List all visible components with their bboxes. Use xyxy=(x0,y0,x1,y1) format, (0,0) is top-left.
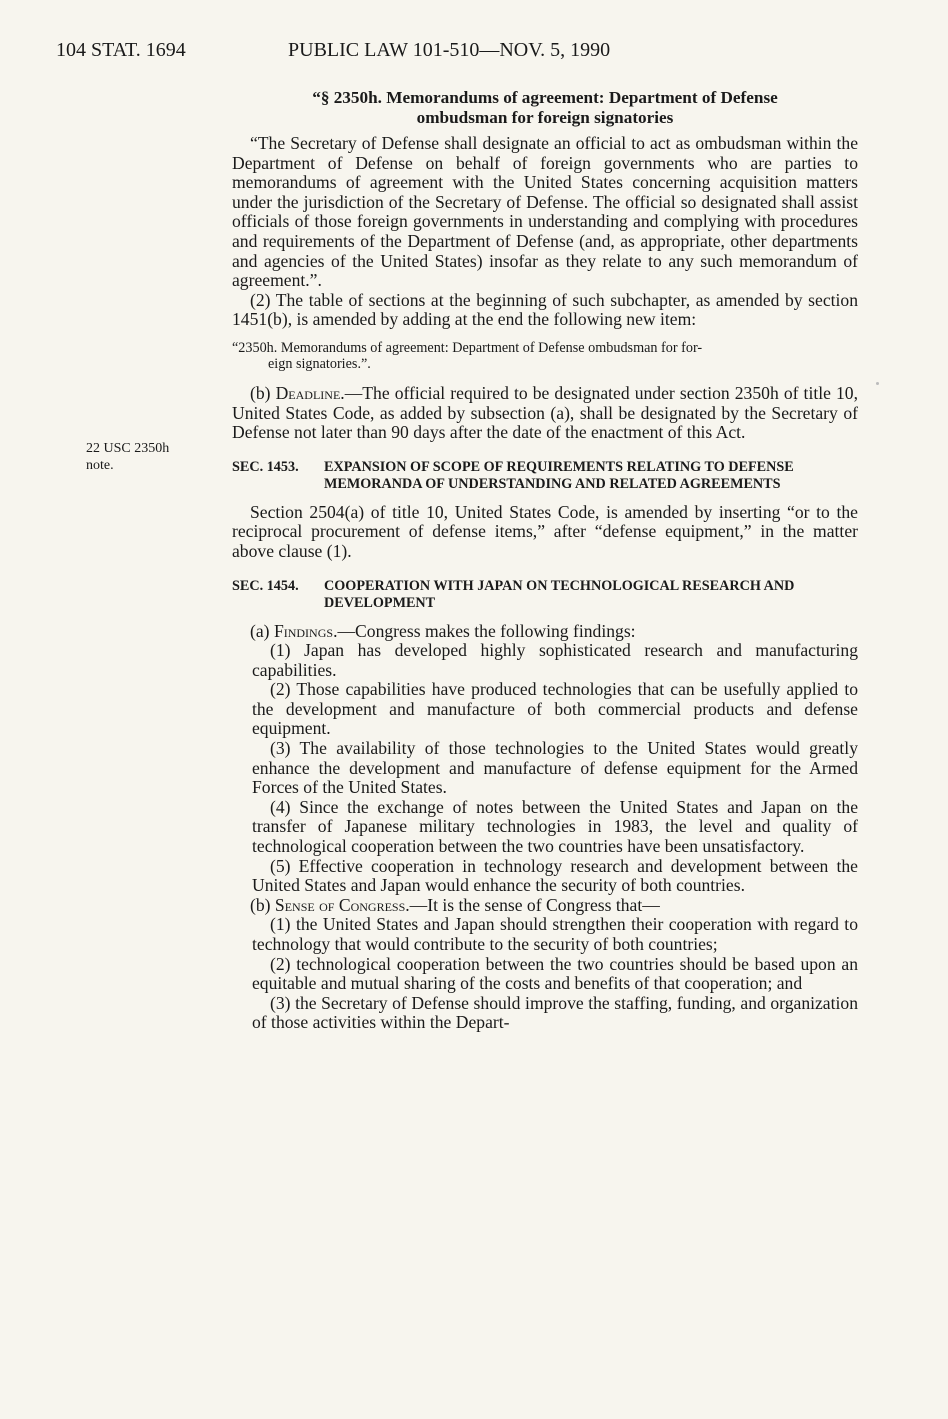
public-law-citation: PUBLIC LAW 101-510—NOV. 5, 1990 xyxy=(288,39,611,61)
deadline-heading: Deadline xyxy=(275,382,341,403)
statute-page-number: 104 STAT. 1694 xyxy=(56,39,186,61)
margin-note-line1: 22 USC 2350h xyxy=(86,441,170,456)
finding-item: (5) Effective cooperation in technology research and development between the United States and Japan would enhance the security of both countries. xyxy=(252,855,858,896)
section-1453-title: EXPANSION OF SCOPE OF REQUIREMENTS RELATING TO DEFENSE MEMORANDA OF UNDERSTANDING AND RELATED AGREEMENTS xyxy=(324,458,794,492)
finding-item: (1) Japan has developed highly sophisticated research and manufacturing capabilities. xyxy=(252,640,858,680)
findings-intro: .—Congress makes the following findings: xyxy=(333,620,636,641)
section-1453-number: SEC. 1453. xyxy=(232,458,299,475)
section-1454-number: SEC. 1454. xyxy=(232,577,299,594)
new-table-item-line2: eign signatories.”. xyxy=(268,355,371,372)
deadline-label: (b) xyxy=(250,382,276,403)
decorative-dot xyxy=(876,382,879,385)
finding-item: (2) Those capabilities have produced technologies that can be usefully applied to the development and manufacture of both commercial products and defense equipment. xyxy=(252,679,858,739)
sense-intro: .—It is the sense of Congress that— xyxy=(405,894,660,915)
section-2350h-heading-line1: “§ 2350h. Memorandums of agreement: Department of Defense xyxy=(312,88,778,107)
findings-label: (a) xyxy=(250,620,274,641)
findings-paragraph xyxy=(232,622,858,642)
sense-item: (2) technological cooperation between the two countries should be based upon an equitable and mutual sharing of the costs and benefits of that cooperation; and xyxy=(252,953,858,994)
section-2350h-heading-line2: ombudsman for foreign signatories xyxy=(416,108,674,127)
new-table-item-line1: “2350h. Memorandums of agreement: Department of Defense ombudsman for for- xyxy=(232,339,703,356)
finding-item: (4) Since the exchange of notes between the United States and Japan on the transfer of Japanese military technologies in 1983, the level and quality of technological cooperation between the two countries have been unsatisfactory. xyxy=(252,796,858,857)
sense-label: (b) xyxy=(250,894,275,915)
margin-note xyxy=(86,440,206,474)
sense-of-congress-paragraph xyxy=(232,896,858,916)
section-1453-text: Section 2504(a) of title 10, United States Code, is amended by inserting “or to the reciprocal procurement of defense items,” after “defense equipment,” in the matter above clause (1). xyxy=(232,501,858,561)
section-2350h-heading xyxy=(232,88,858,128)
finding-item: (3) The availability of those technologies to the United States would greatly enhance the development and manufacture of defense equipment for the Armed Forces of the United States. xyxy=(252,738,858,798)
section-1454-title: COOPERATION WITH JAPAN ON TECHNOLOGICAL RESEARCH AND DEVELOPMENT xyxy=(324,577,795,611)
new-table-item xyxy=(232,340,858,372)
sense-item: (1) the United States and Japan should strengthen their cooperation with regard to technology that would contribute to the security of both countries; xyxy=(252,914,858,954)
document-body xyxy=(232,88,858,1033)
sense-heading: Sense of Congress xyxy=(274,894,406,915)
margin-note-line2: note. xyxy=(86,458,114,473)
section-1454-heading xyxy=(232,578,858,612)
sense-item: (3) the Secretary of Defense should improve the staffing, funding, and organization of those activities within the Depart- xyxy=(252,992,858,1033)
table-of-sections-paragraph: (2) The table of sections at the beginning of such subchapter, as amended by section 1451(b), is amended by adding at the end the following new item: xyxy=(232,289,858,330)
findings-heading: Findings xyxy=(273,620,334,641)
section-2350h-text: “The Secretary of Defense shall designate an official to act as ombudsman within the Department of Defense on behalf of foreign governments who are parties to memorandums of agreement with the United States concerning acquisition matters under the jurisdiction of the Secretary of Defense. The official so designated shall assist officials of those foreign governments in understanding and complying with procedures and requirements of the Department of Defense (and, as appropriate, other departments and agencies of the United States) insofar as they relate to any such memorandum of agreement.”. xyxy=(232,133,858,291)
section-1453-heading xyxy=(232,459,858,493)
deadline-text: .—The official required to be designated under section 2350h of title 10, United States Code, as added by subsection (a), shall be designated by the Secretary of Defense not later than 90 days after the date of the enactment of this Act. xyxy=(232,382,858,443)
deadline-paragraph xyxy=(232,384,858,443)
